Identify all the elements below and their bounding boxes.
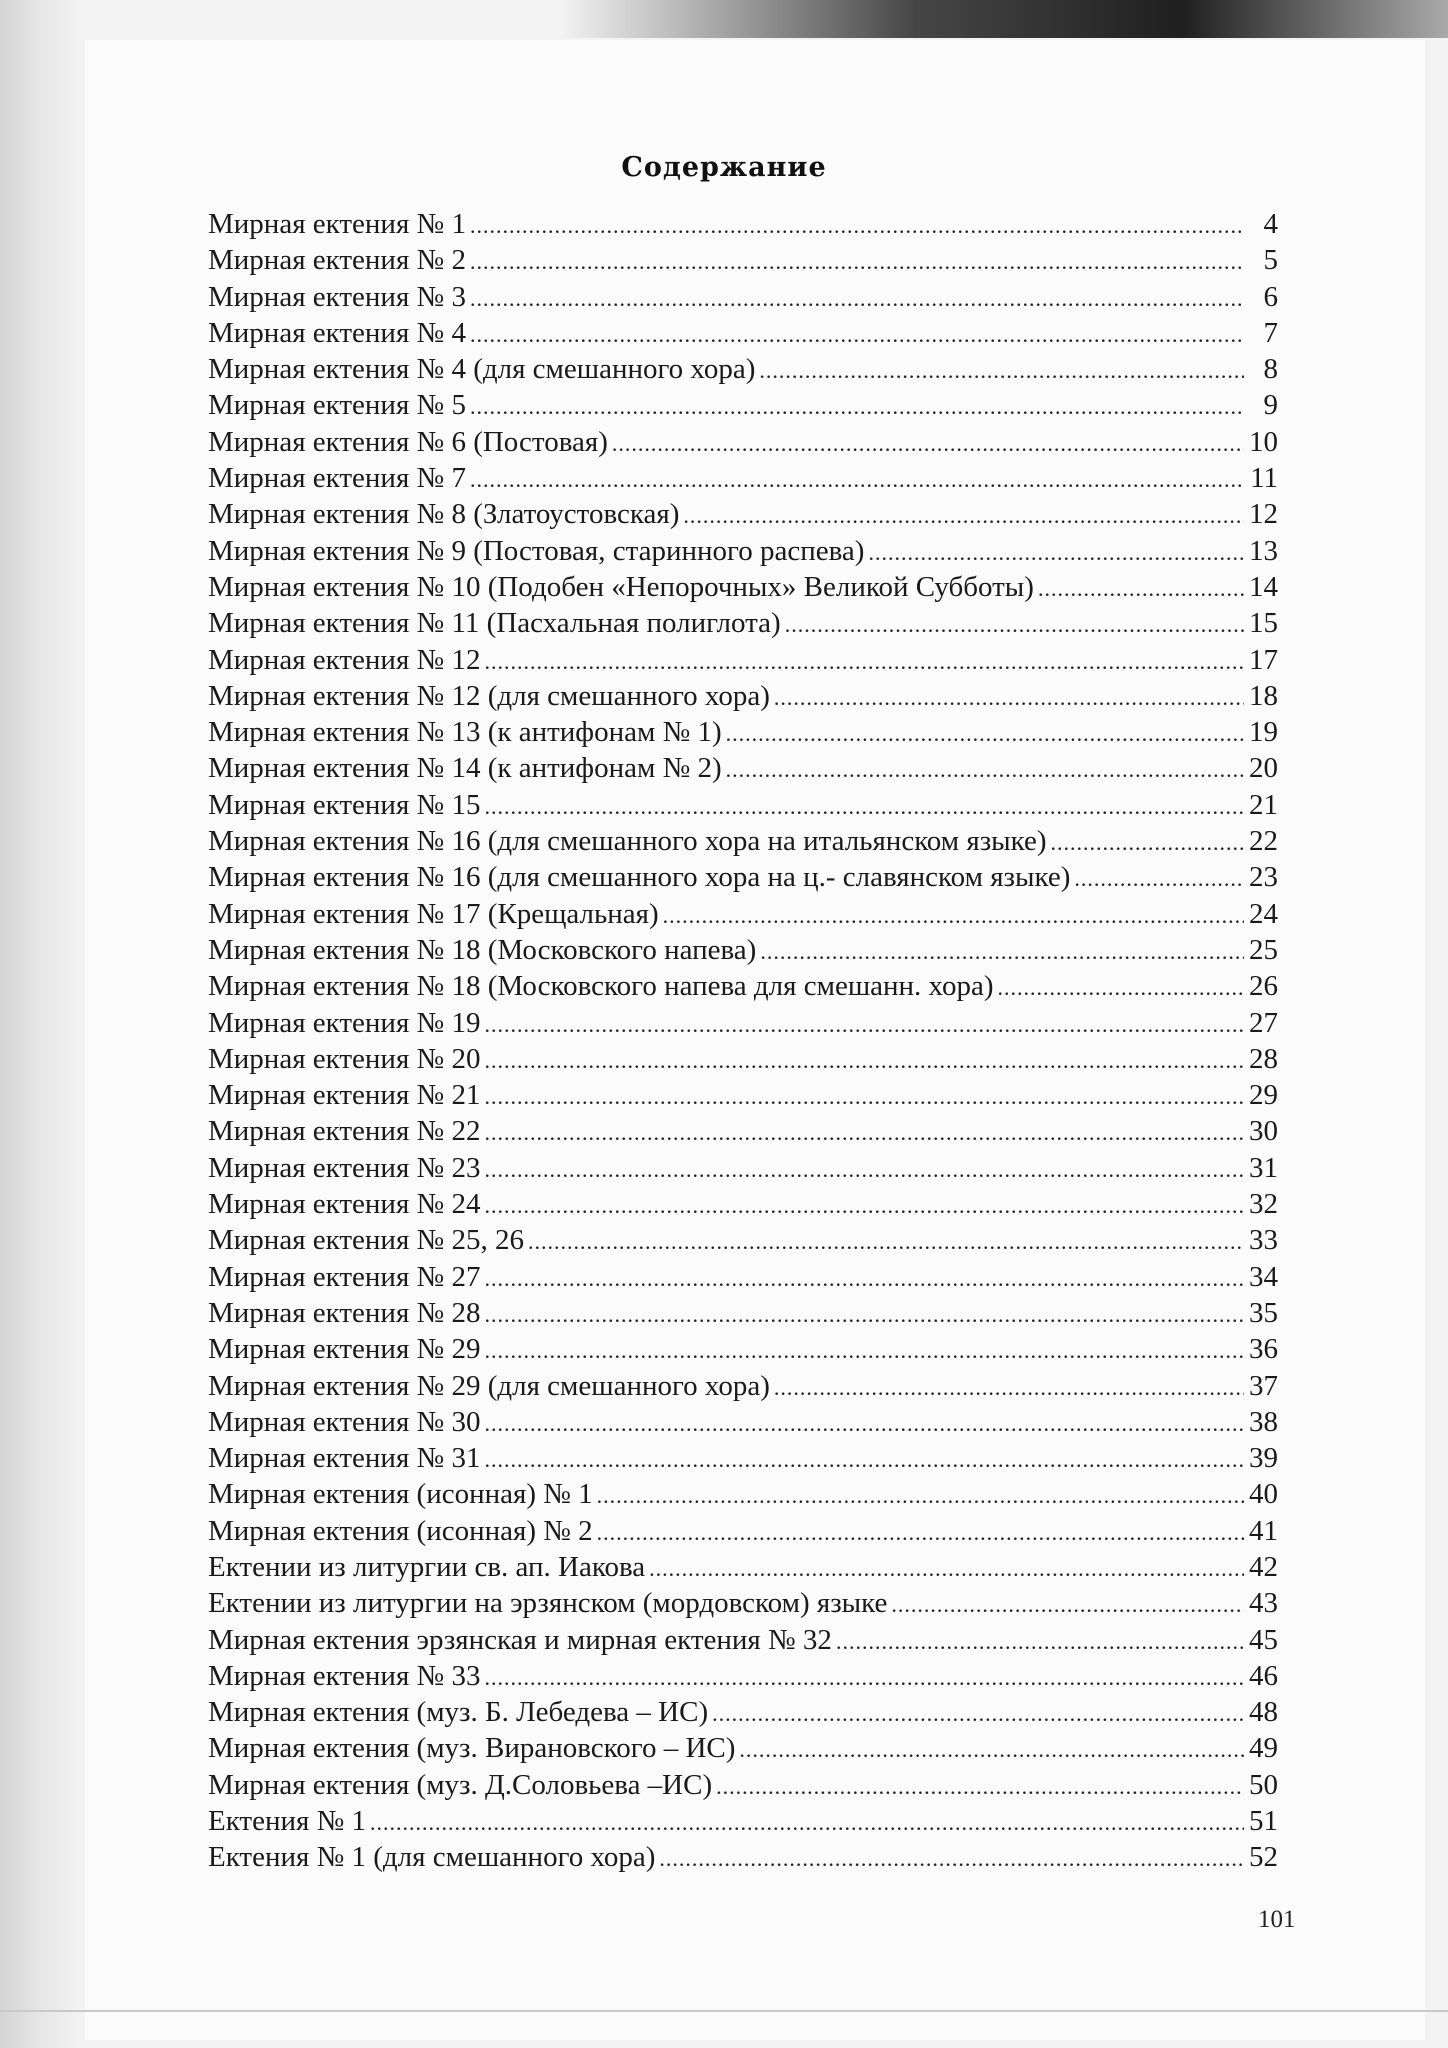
toc-dot-leader bbox=[868, 535, 1244, 571]
toc-entry-label: Мирная ектения № 27 bbox=[208, 1260, 481, 1293]
toc-dot-leader bbox=[997, 970, 1244, 1006]
toc-dot-leader bbox=[1038, 571, 1244, 607]
toc-entry-label: Ектения № 1 (для смешанного хора) bbox=[208, 1841, 656, 1874]
toc-entry-label: Мирная ектения № 19 bbox=[208, 1006, 481, 1039]
toc-dot-leader bbox=[1074, 861, 1244, 897]
toc-entry-label: Ектения № 1 bbox=[208, 1805, 367, 1838]
toc-dot-leader bbox=[470, 317, 1244, 353]
toc-entry-page: 19 bbox=[1249, 716, 1278, 749]
toc-entry bbox=[208, 496, 1278, 532]
toc-entry bbox=[208, 1295, 1278, 1331]
toc-entry bbox=[208, 569, 1278, 605]
toc-entry-label: Мирная ектения № 29 bbox=[208, 1333, 481, 1366]
toc-entry-page: 43 bbox=[1249, 1587, 1278, 1620]
toc-entry-label: Мирная ектения (муз. Д.Соловьева –ИС) bbox=[208, 1768, 713, 1801]
toc-entry bbox=[208, 1440, 1278, 1476]
toc-entry-page: 17 bbox=[1249, 643, 1278, 676]
toc-entry-page: 40 bbox=[1249, 1478, 1278, 1511]
toc-dot-leader bbox=[484, 1333, 1244, 1369]
toc-entry-label: Мирная ектения (исонная) № 2 bbox=[208, 1514, 593, 1547]
toc-dot-leader bbox=[470, 462, 1244, 498]
toc-entry-page: 30 bbox=[1249, 1115, 1278, 1148]
toc-entry-label: Ектении из литургии на эрзянском (мордовском) языке bbox=[208, 1587, 888, 1620]
toc-dot-leader bbox=[484, 1442, 1244, 1478]
toc-entry bbox=[208, 1077, 1278, 1113]
toc-entry-page: 4 bbox=[1263, 208, 1278, 240]
toc-dot-leader bbox=[649, 1551, 1244, 1587]
toc-entry bbox=[208, 1005, 1278, 1041]
toc-entry-page: 18 bbox=[1249, 679, 1278, 712]
toc-entry-label: Мирная ектения эрзянская и мирная ектения № 32 bbox=[208, 1623, 832, 1656]
toc-entry-page: 12 bbox=[1249, 498, 1278, 531]
toc-entry-page: 13 bbox=[1249, 534, 1278, 567]
toc-entry bbox=[208, 279, 1278, 315]
toc-entry-page: 9 bbox=[1263, 389, 1278, 422]
toc-entry-label: Мирная ектения (муз. Вирановского – ИС) bbox=[208, 1732, 736, 1765]
toc-entry bbox=[208, 750, 1278, 786]
toc-entry bbox=[208, 968, 1278, 1004]
toc-entry bbox=[208, 1331, 1278, 1367]
toc-entry-page: 52 bbox=[1249, 1841, 1278, 1874]
toc-entry bbox=[208, 533, 1278, 569]
toc-entry-page: 8 bbox=[1263, 353, 1278, 386]
toc-entry bbox=[208, 1694, 1278, 1730]
toc-entry-label: Мирная ектения (муз. Б. Лебедева – ИС) bbox=[208, 1696, 709, 1729]
toc-dot-leader bbox=[739, 1732, 1244, 1768]
toc-entry bbox=[208, 787, 1278, 823]
toc-entry-page: 29 bbox=[1249, 1079, 1278, 1112]
toc-entry-label: Мирная ектения № 24 bbox=[208, 1188, 481, 1221]
toc-dot-leader bbox=[683, 498, 1244, 534]
table-of-contents bbox=[208, 206, 1278, 1876]
toc-entry-page: 10 bbox=[1249, 425, 1278, 458]
toc-entry-page: 31 bbox=[1249, 1151, 1278, 1184]
toc-entry bbox=[208, 1513, 1278, 1549]
toc-dot-leader bbox=[760, 934, 1244, 970]
toc-entry-label: Мирная ектения № 1 bbox=[208, 208, 466, 240]
toc-entry-page: 15 bbox=[1249, 607, 1278, 640]
toc-entry bbox=[208, 1730, 1278, 1766]
toc-entry-label: Мирная ектения № 30 bbox=[208, 1405, 481, 1438]
toc-entry bbox=[208, 1259, 1278, 1295]
toc-entry-page: 33 bbox=[1249, 1224, 1278, 1257]
toc-entry-page: 38 bbox=[1249, 1405, 1278, 1438]
toc-entry-label: Мирная ектения № 33 bbox=[208, 1659, 481, 1692]
toc-entry bbox=[208, 1222, 1278, 1258]
toc-entry-page: 34 bbox=[1249, 1260, 1278, 1293]
toc-entry bbox=[208, 242, 1278, 278]
toc-entry-label: Мирная ектения № 15 bbox=[208, 788, 481, 821]
toc-entry-page: 26 bbox=[1249, 970, 1278, 1003]
toc-entry bbox=[208, 315, 1278, 351]
toc-dot-leader bbox=[484, 1079, 1244, 1115]
toc-entry bbox=[208, 1150, 1278, 1186]
toc-entry-page: 49 bbox=[1249, 1732, 1278, 1765]
toc-entry-label: Мирная ектения № 2 bbox=[208, 244, 466, 277]
toc-dot-leader bbox=[716, 1769, 1244, 1805]
toc-entry-page: 48 bbox=[1249, 1696, 1278, 1729]
toc-entry-label: Мирная ектения № 13 (к антифонам № 1) bbox=[208, 716, 722, 749]
toc-entry-label: Мирная ектения № 28 bbox=[208, 1296, 481, 1329]
toc-dot-leader bbox=[470, 244, 1244, 280]
toc-entry-label: Мирная ектения № 17 (Крещальная) bbox=[208, 897, 659, 930]
toc-dot-leader bbox=[484, 1152, 1244, 1188]
toc-entry-page: 32 bbox=[1249, 1188, 1278, 1221]
toc-entry-page: 51 bbox=[1249, 1805, 1278, 1838]
toc-entry bbox=[208, 1186, 1278, 1222]
toc-entry-label: Мирная ектения № 29 (для смешанного хора) bbox=[208, 1369, 770, 1402]
scan-left-edge bbox=[0, 0, 80, 2048]
toc-dot-leader bbox=[484, 1660, 1244, 1696]
toc-dot-leader bbox=[484, 1297, 1244, 1333]
toc-entry-label: Мирная ектения № 21 bbox=[208, 1079, 481, 1112]
toc-dot-leader bbox=[484, 789, 1244, 825]
toc-entry-page: 24 bbox=[1249, 897, 1278, 930]
toc-entry-label: Мирная ектения № 18 (Московского напева для смешанн. хора) bbox=[208, 970, 994, 1003]
toc-entry-label: Ектении из литургии св. ап. Иакова bbox=[208, 1550, 646, 1583]
toc-entry bbox=[208, 1041, 1278, 1077]
toc-entry bbox=[208, 387, 1278, 423]
toc-entry-page: 28 bbox=[1249, 1042, 1278, 1075]
toc-dot-leader bbox=[528, 1224, 1244, 1260]
toc-dot-leader bbox=[470, 389, 1244, 425]
toc-entry-label: Мирная ектения № 12 bbox=[208, 643, 481, 676]
toc-entry-label: Мирная ектения № 12 (для смешанного хора) bbox=[208, 679, 770, 712]
toc-entry-page: 45 bbox=[1249, 1623, 1278, 1656]
toc-entry-label: Мирная ектения № 16 (для смешанного хора на итальянском языке) bbox=[208, 825, 1047, 858]
toc-entry-label: Мирная ектения № 5 bbox=[208, 389, 466, 422]
toc-entry bbox=[208, 1113, 1278, 1149]
page-number: 101 bbox=[1258, 1906, 1296, 1933]
toc-entry-page: 37 bbox=[1249, 1369, 1278, 1402]
toc-dot-leader bbox=[891, 1587, 1244, 1623]
toc-entry-label: Мирная ектения № 16 (для смешанного хора на ц.- славянском языке) bbox=[208, 861, 1071, 894]
toc-entry-label: Мирная ектения № 11 (Пасхальная полиглота) bbox=[208, 607, 781, 640]
toc-entry-page: 46 bbox=[1249, 1659, 1278, 1692]
toc-entry-page: 41 bbox=[1249, 1514, 1278, 1547]
toc-entry-label: Мирная ектения № 14 (к антифонам № 2) bbox=[208, 752, 722, 785]
toc-entry-label: Мирная ектения № 6 (Постовая) bbox=[208, 425, 608, 458]
toc-entry-label: Мирная ектения № 20 bbox=[208, 1042, 481, 1075]
toc-entry-page: 25 bbox=[1249, 933, 1278, 966]
toc-entry bbox=[208, 206, 1278, 242]
toc-entry bbox=[208, 932, 1278, 968]
toc-entry bbox=[208, 1476, 1278, 1512]
toc-dot-leader bbox=[1051, 825, 1244, 861]
toc-dot-leader bbox=[470, 281, 1244, 317]
page-title: Содержание bbox=[621, 152, 827, 183]
toc-entry-page: 23 bbox=[1249, 861, 1278, 894]
toc-entry-page: 50 bbox=[1249, 1768, 1278, 1801]
toc-entry-page: 22 bbox=[1249, 825, 1278, 858]
toc-entry-page: 27 bbox=[1249, 1006, 1278, 1039]
scan-bottom-line bbox=[0, 2010, 1448, 2012]
toc-entry-label: Мирная ектения № 7 bbox=[208, 462, 466, 495]
toc-entry-page: 14 bbox=[1249, 570, 1278, 603]
toc-entry bbox=[208, 460, 1278, 496]
toc-entry-label: Мирная ектения № 4 (для смешанного хора) bbox=[208, 353, 756, 386]
toc-entry bbox=[208, 714, 1278, 750]
toc-dot-leader bbox=[759, 353, 1244, 389]
toc-entry-label: Мирная ектения № 25, 26 bbox=[208, 1224, 524, 1257]
toc-entry bbox=[208, 1368, 1278, 1404]
toc-entry-page: 7 bbox=[1263, 316, 1278, 349]
toc-entry bbox=[208, 1549, 1278, 1585]
toc-entry bbox=[208, 424, 1278, 460]
toc-entry-page: 21 bbox=[1249, 788, 1278, 821]
scan-top-shadow bbox=[560, 0, 1448, 38]
toc-entry-label: Мирная ектения № 10 (Подобен «Непорочных» Великой Субботы) bbox=[208, 570, 1034, 603]
toc-entry-label: Мирная ектения № 18 (Московского напева) bbox=[208, 933, 757, 966]
toc-dot-leader bbox=[370, 1805, 1244, 1841]
toc-dot-leader bbox=[712, 1696, 1244, 1732]
toc-entry-label: Мирная ектения № 9 (Постовая, старинного распева) bbox=[208, 534, 865, 567]
toc-dot-leader bbox=[663, 898, 1244, 934]
toc-entry bbox=[208, 1839, 1278, 1875]
toc-entry-page: 42 bbox=[1249, 1550, 1278, 1583]
toc-dot-leader bbox=[597, 1515, 1244, 1551]
toc-dot-leader bbox=[484, 1261, 1244, 1297]
toc-entry bbox=[208, 351, 1278, 387]
toc-dot-leader bbox=[726, 716, 1244, 752]
toc-dot-leader bbox=[836, 1624, 1244, 1660]
toc-entry-label: Мирная ектения № 4 bbox=[208, 316, 466, 349]
toc-entry bbox=[208, 1622, 1278, 1658]
toc-dot-leader bbox=[484, 1188, 1244, 1224]
toc-entry-label: Мирная ектения (исонная) № 1 bbox=[208, 1478, 593, 1511]
toc-entry-label: Мирная ектения № 22 bbox=[208, 1115, 481, 1148]
toc-entry bbox=[208, 1767, 1278, 1803]
toc-entry-page: 5 bbox=[1263, 244, 1278, 277]
toc-entry bbox=[208, 823, 1278, 859]
toc-dot-leader bbox=[470, 208, 1244, 244]
toc-entry-page: 39 bbox=[1249, 1442, 1278, 1475]
toc-entry bbox=[208, 1585, 1278, 1621]
toc-dot-leader bbox=[484, 1115, 1244, 1151]
toc-dot-leader bbox=[484, 644, 1244, 680]
toc-dot-leader bbox=[484, 1406, 1244, 1442]
toc-entry-page: 36 bbox=[1249, 1333, 1278, 1366]
toc-entry-page: 20 bbox=[1249, 752, 1278, 785]
toc-entry-label: Мирная ектения № 8 (Златоустовская) bbox=[208, 498, 680, 531]
toc-dot-leader bbox=[597, 1478, 1244, 1514]
toc-entry-label: Мирная ектения № 31 bbox=[208, 1442, 481, 1475]
toc-dot-leader bbox=[484, 1007, 1244, 1043]
toc-entry-label: Мирная ектения № 23 bbox=[208, 1151, 481, 1184]
toc-entry bbox=[208, 678, 1278, 714]
toc-dot-leader bbox=[774, 1370, 1244, 1406]
toc-dot-leader bbox=[726, 752, 1244, 788]
toc-entry-label: Мирная ектения № 3 bbox=[208, 280, 466, 313]
toc-dot-leader bbox=[785, 607, 1244, 643]
toc-entry-page: 6 bbox=[1263, 280, 1278, 313]
toc-entry bbox=[208, 1404, 1278, 1440]
toc-entry bbox=[208, 1658, 1278, 1694]
toc-dot-leader bbox=[659, 1841, 1244, 1877]
toc-entry-page: 11 bbox=[1250, 462, 1278, 495]
toc-entry bbox=[208, 1803, 1278, 1839]
toc-entry bbox=[208, 896, 1278, 932]
toc-dot-leader bbox=[612, 426, 1244, 462]
toc-dot-leader bbox=[484, 1043, 1244, 1079]
toc-entry bbox=[208, 605, 1278, 641]
toc-entry-page: 35 bbox=[1249, 1296, 1278, 1329]
toc-entry bbox=[208, 642, 1278, 678]
toc-dot-leader bbox=[774, 680, 1244, 716]
toc-entry bbox=[208, 859, 1278, 895]
